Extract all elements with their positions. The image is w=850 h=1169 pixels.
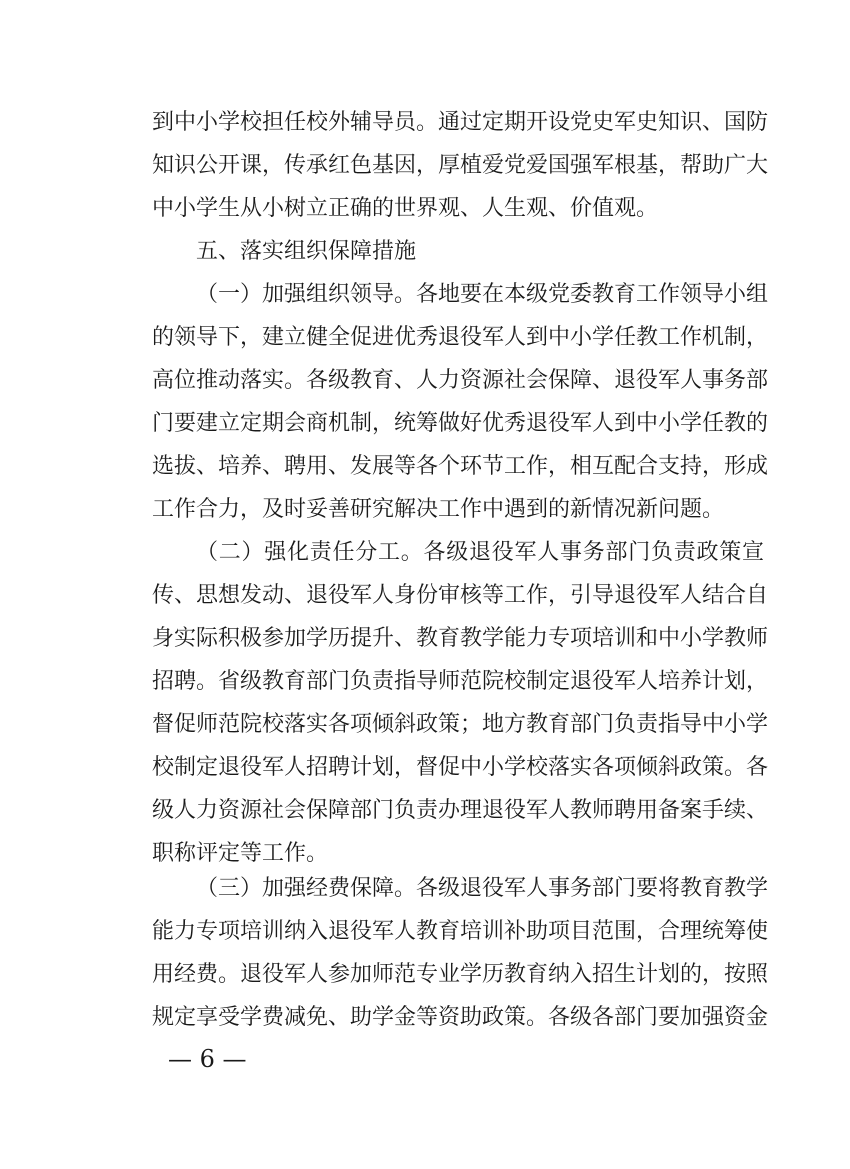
body-text-line: 招聘。省级教育部门负责指导师范院校制定退役军人培养计划， — [152, 669, 769, 694]
body-text-line: 门要建立定期会商机制，统筹做好优秀退役军人到中小学任教的 — [152, 411, 769, 436]
body-text-line: 知识公开课，传承红色基因，厚植爱党爱国强军根基，帮助广大 — [152, 153, 769, 178]
body-text-line: 校制定退役军人招聘计划，督促中小学校落实各项倾斜政策。各 — [152, 755, 769, 780]
subsection-lead-line: （二）强化责任分工。各级退役军人事务部门负责政策宣 — [196, 540, 764, 565]
body-text-line: 用经费。退役军人参加师范专业学历教育纳入招生计划的，按照 — [152, 962, 769, 987]
page-number: — 6 — — [168, 1045, 247, 1073]
subsection-lead-line: （三）加强经费保障。各级退役军人事务部门要将教育教学 — [196, 876, 769, 901]
subsection-lead-line: （一）加强组织领导。各地要在本级党委教育工作领导小组 — [196, 282, 769, 307]
body-text-line: 工作合力，及时妥善研究解决工作中遇到的新情况新问题。 — [152, 497, 725, 522]
body-text-line: 高位推动落实。各级教育、人力资源社会保障、退役军人事务部 — [152, 368, 769, 393]
body-text-line: 能力专项培训纳入退役军人教育培训补助项目范围，合理统筹使 — [152, 919, 769, 944]
body-text-line: 督促师范院校落实各项倾斜政策；地方教育部门负责指导中小学 — [152, 712, 769, 737]
section-heading: 五、落实组织保障措施 — [196, 239, 417, 264]
body-text-line: 职称评定等工作。 — [152, 841, 329, 866]
body-text-line: 规定享受学费减免、助学金等资助政策。各级各部门要加强资金 — [152, 1005, 769, 1030]
body-text-line: 的领导下，建立健全促进优秀退役军人到中小学任教工作机制， — [152, 325, 769, 350]
body-text-line: 到中小学校担任校外辅导员。通过定期开设党史军史知识、国防 — [152, 110, 769, 135]
body-text-line: 中小学生从小树立正确的世界观、人生观、价值观。 — [152, 196, 659, 221]
body-text-line: 级人力资源社会保障部门负责办理退役军人教师聘用备案手续、 — [152, 798, 769, 823]
body-text-line: 传、思想发动、退役军人身份审核等工作，引导退役军人结合自 — [152, 583, 769, 608]
body-text-line: 身实际积极参加学历提升、教育教学能力专项培训和中小学教师 — [152, 626, 769, 651]
body-text-line: 选拔、培养、聘用、发展等各个环节工作，相互配合支持，形成 — [152, 454, 769, 479]
